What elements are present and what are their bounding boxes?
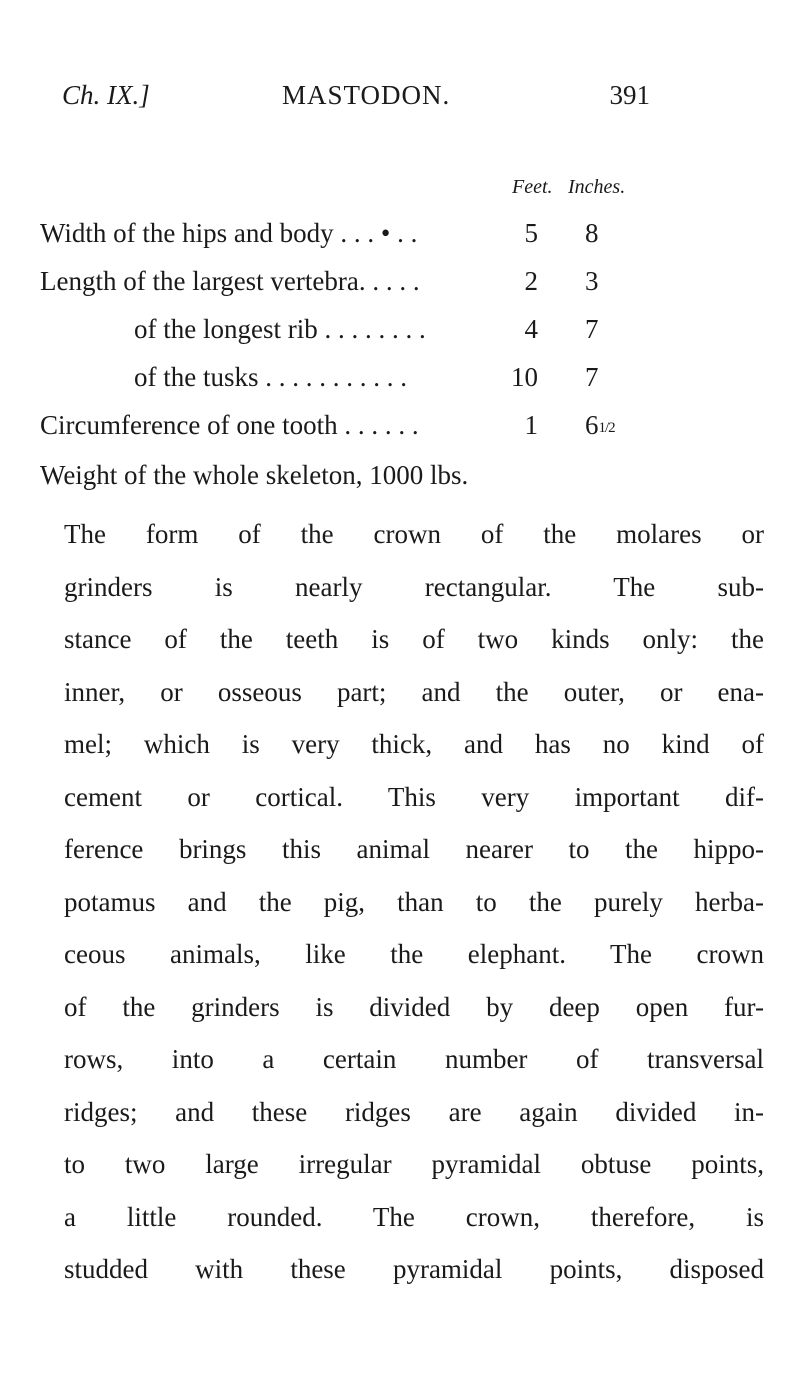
page-title: MASTODON. <box>282 80 451 110</box>
text-line: a little rounded. The crown, therefore, is <box>64 1201 764 1232</box>
body-paragraph <box>64 508 764 1296</box>
column-header-feet: Feet. <box>512 176 553 198</box>
measurement-inches-whole: 6 <box>585 410 599 440</box>
measurement-row <box>0 266 800 310</box>
measurement-feet: 5 <box>524 218 538 248</box>
measurement-label: Width of the hips and body . . . • . . <box>40 218 418 248</box>
skeleton-weight: Weight of the whole skeleton, 1000 lbs. <box>40 460 469 490</box>
page-number: 391 <box>609 80 650 110</box>
text-line: cement or cortical. This very important dif- <box>64 781 764 812</box>
measurement-label: of the longest rib . . . . . . . . <box>134 314 426 344</box>
text-line: ceous animals, like the elephant. The crown <box>64 939 764 969</box>
chapter-reference: Ch. IX.] <box>62 80 150 110</box>
running-header <box>62 80 650 120</box>
text-line: of the grinders is divided by deep open fur- <box>64 991 764 1022</box>
measurement-inches: 7 <box>585 362 599 392</box>
measurement-label: of the tusks . . . . . . . . . . . <box>134 362 407 392</box>
measurement-label: Circumference of one tooth . . . . . . <box>40 410 419 440</box>
column-header-inches: Inches. <box>568 176 626 198</box>
text-line: The form of the crown of the molares or <box>64 519 764 549</box>
measurement-row <box>0 218 800 262</box>
measurement-label: Length of the largest vertebra. . . . . <box>40 266 420 296</box>
measurement-row <box>0 314 800 358</box>
text-line: potamus and the pig, than to the purely herba- <box>64 886 764 917</box>
measurement-row <box>0 410 800 454</box>
measurement-feet: 2 <box>524 266 538 296</box>
text-line: rows, into a certain number of transversal <box>64 1044 764 1074</box>
text-line: ridges; and these ridges are again divided in- <box>64 1096 764 1127</box>
text-line: to two large irregular pyramidal obtuse points, <box>64 1149 764 1179</box>
text-line: mel; which is very thick, and has no kind of <box>64 729 764 759</box>
measurement-inches <box>585 410 615 441</box>
measurement-feet: 1 <box>524 410 538 440</box>
measurement-inches: 8 <box>585 218 599 248</box>
measurement-inches: 7 <box>585 314 599 344</box>
text-line: ference brings this animal nearer to the hippo- <box>64 834 764 864</box>
text-line: studded with these pyramidal points, disposed <box>64 1254 764 1284</box>
measurement-inches-fraction: 1/2 <box>598 420 615 436</box>
text-line: stance of the teeth is of two kinds only: the <box>64 624 764 654</box>
text-line: grinders is nearly rectangular. The sub- <box>64 571 764 602</box>
measurement-feet: 4 <box>524 314 538 344</box>
measurement-inches: 3 <box>585 266 599 296</box>
measurement-row <box>0 362 800 406</box>
measurement-feet: 10 <box>511 362 538 392</box>
text-line: inner, or osseous part; and the outer, or ena- <box>64 676 764 707</box>
